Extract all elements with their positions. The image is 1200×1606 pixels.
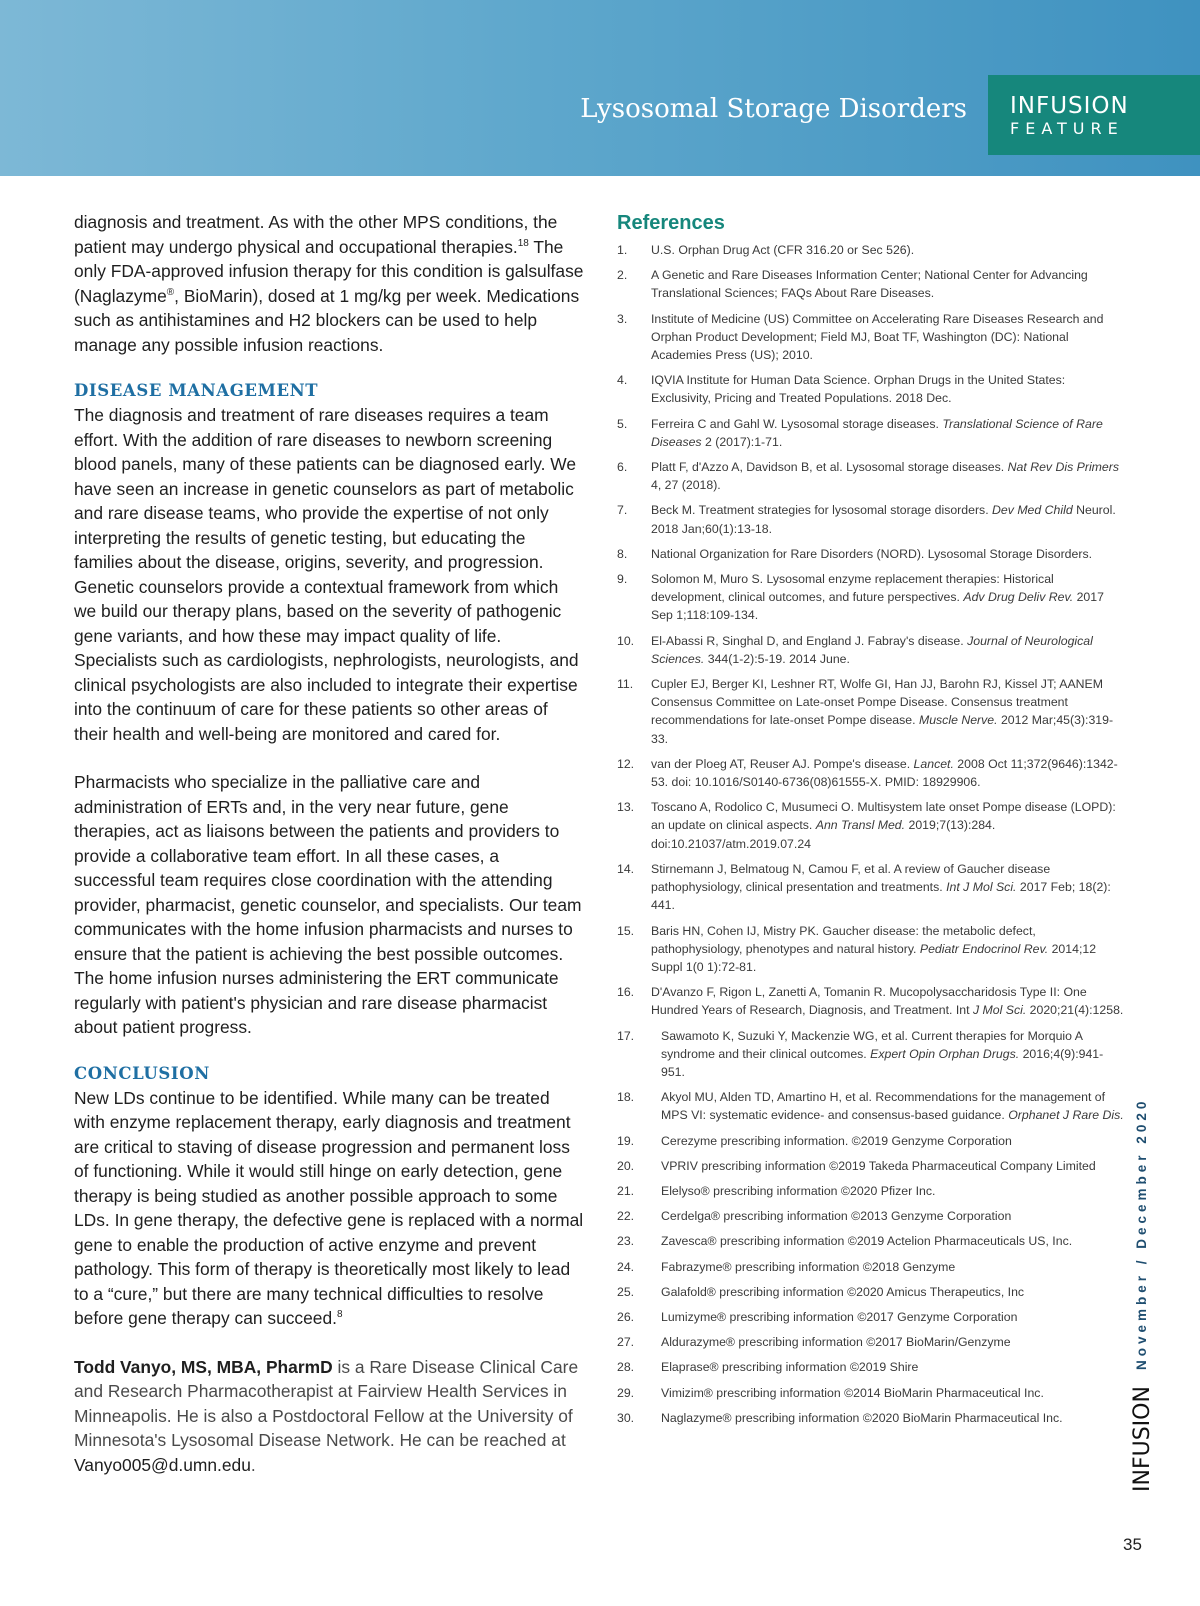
conclusion-paragraph: New LDs continue to be identified. While many can be treated with enzyme replacement therapy, early diagnosis and treatment are critical to staving of disease progression and permanent loss of functioning. While it would still hinge on early detection, gene therapy is being studied as another possible approach to some LDs. In gene therapy, the defective gene is replaced with a normal gene to enable the production of active enzyme and prevent pathology. This form of therapy is theoretically most likely to lead to a “cure,” but there are many technical difficulties to resolve before gene therapy can succeed.$^8$ (74, 1087, 584, 1328)
reference-number: 11. (617, 677, 634, 692)
reference-item: 7. Beck M. Treatment strategies for lysosomal storage disorders. Dev Med Child Neurol. 2018 Jan;60(1):13-18. (617, 503, 1116, 536)
reference-item: 13. Toscano A, Rodolico C, Musumeci O. Multisystem late onset Pompe disease (LOPD): an update on clinical aspects. Ann Transl Med. 2019;7(13):284. doi:10.21037/atm.2019.07.24 (617, 800, 1116, 851)
reference-item: 15. Baris HN, Cohen IJ, Mistry PK. Gaucher disease: the metabolic defect, pathophysiology, phenotypes and natural history. Pediatr Endocrinol Rev. 2014;12 Suppl 1(0 1):72-81. (617, 923, 1097, 974)
reference-number: 27. (617, 1335, 635, 1350)
footer-logo: INFUSION (1130, 1386, 1155, 1492)
disease-management-heading: DISEASE MANAGEMENT (74, 381, 319, 400)
reference-item: 19. Cerezyme prescribing information. ©2019 Genzyme Corporation (617, 1132, 1127, 1150)
conclusion-heading: CONCLUSION (74, 1063, 210, 1083)
reference-item: 5. Ferreira C and Gahl W. Lysosomal storage diseases. Translational Science of Rare Diseases 2 (2017):1-71. (617, 416, 1103, 449)
references-list (617, 241, 1127, 1427)
reference-item: 22. Cerdelga® prescribing information ©2013 Genzyme Corporation (617, 1207, 1127, 1225)
reference-item: 1. U.S. Orphan Drug Act (CFR 316.20 or Sec 526). (617, 241, 1127, 259)
reference-item: 24. Fabrazyme® prescribing information ©2018 Genzyme (617, 1258, 1127, 1276)
reference-item: 16. D'Avanzo F, Rigon L, Zanetti A, Tomanin R. Mucopolysaccharidosis Type II: One Hundred Years of Research, Diagnosis, and Treatment. Int J Mol Sci. 2020;21(4):1258. (617, 985, 1124, 1018)
reference-item: 8. National Organization for Rare Disorders (NORD). Lysosomal Storage Disorders. (617, 545, 1127, 563)
header-band (0, 0, 1200, 176)
reference-item: 30. Naglazyme® prescribing information ©2020 BioMarin Pharmaceutical Inc. (617, 1409, 1127, 1427)
reference-number: 1. (617, 243, 628, 257)
brand-box (988, 75, 1200, 155)
disease-paragraph-1: The diagnosis and treatment of rare diseases requires a team effort. With the addition of rare diseases to newborn screening blood panels, many of these patients can be diagnosed early. We have seen an increase in genetic counselors as part of metabolic and rare disease teams, who provide the expertise of not only interpreting the results of genetic testing, but educating the families about the disease, origins, severity, and progression. Genetic counselors provide a contextual framework from which we build our therapy plans, based on the severity of pathogenic gene variants, and how these may impact quality of life. Specialists such as cardiologists, nephrologists, neurologists, and clinical psychologists are also included to integrate their expertise into the continuum of care for these patients so other areas of their health and well-being are monitored and cared for. (74, 405, 579, 744)
reference-number: 29. (617, 1385, 635, 1400)
reference-item: 10. El-Abassi R, Singhal D, and England J. Fabray's disease. Journal of Neurological Sciences. 344(1-2):5-19. 2014 June. (617, 633, 1093, 666)
reference-number: 20. (617, 1158, 635, 1173)
reference-item: 14. Stirnemann J, Belmatoug N, Camou F, et al. A review of Gaucher disease pathophysiology, clinical presentation and treatments. Int J Mol Sci. 2017 Feb; 18(2): 441. (617, 861, 1111, 913)
reference-item: 23. Zavesca® prescribing information ©2019 Actelion Pharmaceuticals US, Inc. (617, 1232, 1127, 1250)
section-title: Lysosomal Storage Disorders (580, 94, 967, 124)
issue-date: November / December 2020 (1134, 1097, 1149, 1370)
reference-item: 20. VPRIV prescribing information ©2019 Takeda Pharmaceutical Company Limited (617, 1157, 1127, 1175)
reference-item: 4. IQVIA Institute for Human Data Science. Orphan Drugs in the United States: Exclusivity, Pricing and Treated Populations. 2018 Dec. (617, 373, 1066, 406)
page-number: 35 (1123, 1535, 1142, 1554)
reference-number: 16. (617, 985, 635, 1000)
reference-number: 23. (617, 1234, 635, 1249)
reference-item: 11. Cupler EJ, Berger KI, Leshner RT, Wolfe GI, Han JJ, Barohn RJ, Kissel JT; AANEM Consensus Committee on Late-onset Pompe Disease. Consensus treatment recommendations for late-onset Pompe disease. Muscle Nerve. 2012 Mar;45(3):319-33. (617, 677, 1114, 746)
reference-item: 18. Akyol MU, Alden TD, Amartino H, et al. Recommendations for the management of MPS VI: systematic evidence- and consensus-based guidance. Orphanet J Rare Dis. (617, 1090, 1124, 1123)
reference-number: 24. (617, 1259, 635, 1274)
reference-number: 14. (617, 861, 635, 876)
author-bio: Todd Vanyo, MS, MBA, PharmD is a Rare Disease Clinical Care and Research Pharmacotherapist at Fairview Health Services in Minneapolis. He is also a Postdoctoral Fellow at the University of Minnesota's Lysosomal Disease Network. He can be reached at Vanyo005@d.umn.edu. (74, 1356, 579, 1475)
reference-number: 17. (617, 1028, 635, 1043)
brand-subtitle: FEATURE (1010, 119, 1124, 138)
reference-item: 29. Vimizim® prescribing information ©2014 BioMarin Pharmaceutical Inc. (617, 1384, 1127, 1402)
article-body (74, 210, 584, 1477)
reference-item: 9. Solomon M, Muro S. Lysosomal enzyme replacement therapies: Historical development, clinical outcomes, and future perspectives. Adv Drug Deliv Rev. 2017 Sep 1;118:109-134. (617, 572, 1104, 623)
citation-18: 18 (517, 237, 529, 249)
reference-number: 18. (617, 1090, 635, 1105)
reference-number: 28. (617, 1360, 635, 1375)
registered-mark: ® (166, 286, 175, 298)
reference-number: 22. (617, 1209, 635, 1224)
reference-number: 13. (617, 800, 635, 815)
reference-number: 9. (617, 572, 628, 587)
reference-item: 17. Sawamoto K, Suzuki Y, Mackenzie WG, et al. Current therapies for Morquio A syndrome and their clinical outcomes. Expert Opin Orphan Drugs. 2016;4(9):941-951. (617, 1028, 1104, 1079)
references-heading: References (617, 212, 725, 234)
reference-item: 25. Galafold® prescribing information ©2020 Amicus Therapeutics, Inc (617, 1283, 1127, 1301)
reference-number: 26. (617, 1309, 635, 1324)
reference-item: 28. Elaprase® prescribing information ©2019 Shire (617, 1358, 1127, 1376)
reference-item: 27. Aldurazyme® prescribing information ©2017 BioMarin/Genzyme (617, 1333, 1127, 1351)
reference-item: 6. Platt F, d'Azzo A, Davidson B, et al. Lysosomal storage diseases. Nat Rev Dis Primers 4, 27 (2018). (617, 460, 1120, 493)
reference-number: 5. (617, 416, 628, 431)
reference-number: 10. (617, 633, 635, 648)
reference-number: 12. (617, 756, 635, 771)
reference-number: 7. (617, 503, 628, 518)
reference-number: 30. (617, 1410, 635, 1425)
reference-number: 6. (617, 460, 628, 475)
reference-number: 3. (617, 311, 628, 326)
reference-number: 25. (617, 1284, 635, 1299)
intro-paragraph: diagnosis and treatment. As with the other MPS conditions, the patient may undergo physical and occupational therapies.$^{18}$ The only FDA-approved infusion therapy for this condition is galsulfase (Naglazyme®, BioMarin), dosed at 1 mg/kg per week. Medications such as antihistamines and H2 blockers can be used to help manage any possible infusion reactions. (74, 212, 584, 355)
reference-number: 8. (617, 546, 628, 561)
citation-8: 8 (336, 1309, 343, 1321)
reference-number: 2. (617, 268, 628, 283)
author-email-link[interactable]: Vanyo005@d.umn.edu (74, 1454, 251, 1475)
disease-paragraph-2: Pharmacists who specialize in the palliative care and administration of ERTs and, in the very near future, gene therapies, act as liaisons between the patients and providers to provide a collaborative team effort. In all these cases, a successful team requires close coordination with the attending provider, pharmacist, genetic counselor, and specialists. Our team communicates with the home infusion pharmacists and nurses to ensure that the patient is achieving the best possible outcomes. The home infusion nurses administering the ERT communicate regularly with patient's physician and rare disease pharmacist about patient progress. (74, 772, 582, 1037)
author-name: Todd Vanyo, MS, MBA, PharmD (74, 1356, 333, 1377)
reference-item: 2. A Genetic and Rare Diseases Information Center; National Center for Advancing Translational Sciences; FAQs About Rare Diseases. (617, 268, 1088, 301)
reference-number: 21. (617, 1183, 635, 1198)
brand-logo: INFUSION (1010, 93, 1129, 119)
reference-item: 3. Institute of Medicine (US) Committee on Accelerating Rare Diseases Research and Orphan Product Development; Field MJ, Boat TF, Washington (DC): National Academies Press (US); 2010. (617, 311, 1104, 363)
reference-number: 19. (617, 1133, 635, 1148)
references-section (617, 212, 1127, 1434)
reference-number: 4. (617, 373, 628, 388)
reference-number: 15. (617, 923, 635, 938)
reference-item: 21. Elelyso® prescribing information ©2020 Pfizer Inc. (617, 1182, 1127, 1200)
reference-item: 26. Lumizyme® prescribing information ©2017 Genzyme Corporation (617, 1308, 1127, 1326)
reference-item: 12. van der Ploeg AT, Reuser AJ. Pompe's disease. Lancet. 2008 Oct 11;372(9646):1342-53. doi: 10.1016/S0140-6736(08)61555-X. PMID: 18929906. (617, 756, 1118, 790)
